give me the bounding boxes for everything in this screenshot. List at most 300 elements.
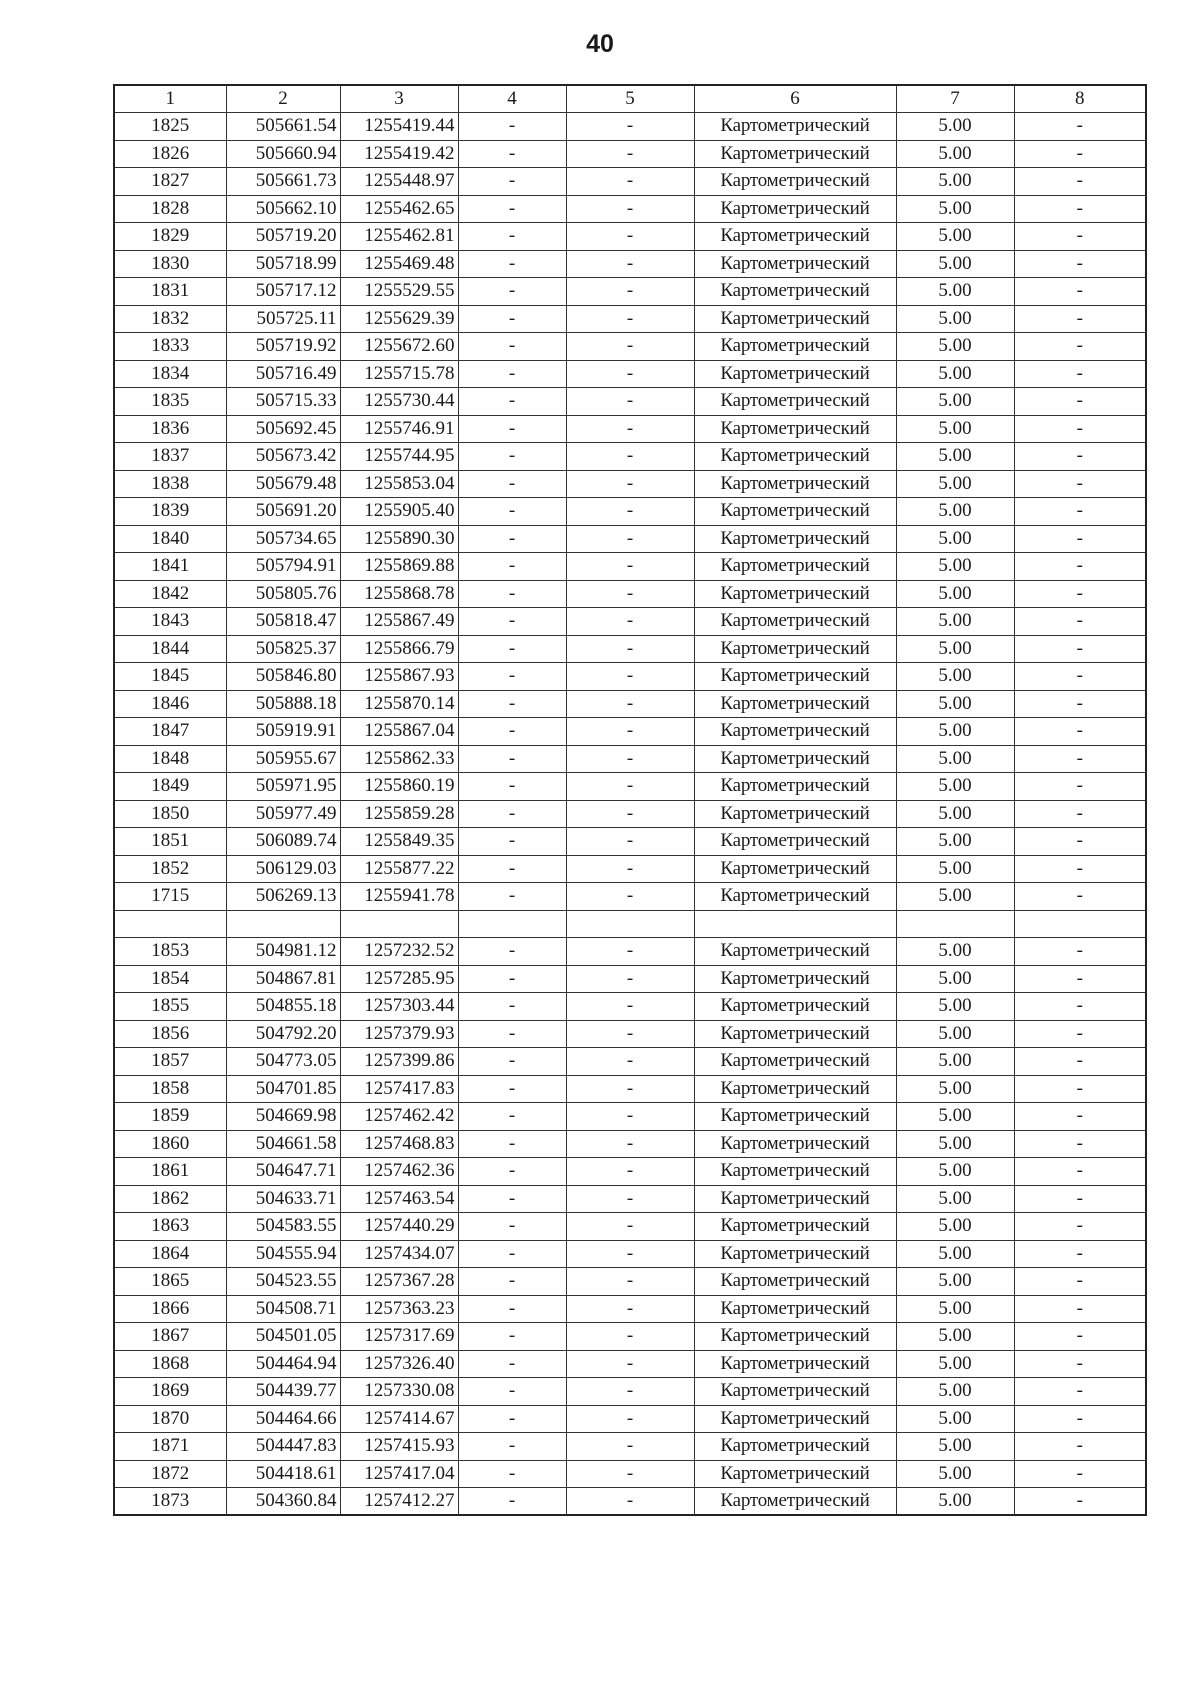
column-header-4: 4	[458, 85, 566, 113]
column-8-cell: -	[1014, 113, 1146, 141]
column-8-cell: -	[1014, 1268, 1146, 1296]
column-5-cell: -	[566, 773, 694, 801]
column-5-cell: -	[566, 1378, 694, 1406]
column-4-cell: -	[458, 718, 566, 746]
accuracy-cell: 5.00	[896, 690, 1014, 718]
accuracy-cell: 5.00	[896, 608, 1014, 636]
column-5-cell: -	[566, 333, 694, 361]
method-cell: Картометрический	[694, 1405, 896, 1433]
x-coordinate-cell: 504447.83	[226, 1433, 340, 1461]
y-coordinate-cell: 1255905.40	[340, 498, 458, 526]
column-header-8: 8	[1014, 85, 1146, 113]
method-cell: Картометрический	[694, 1158, 896, 1186]
column-5-cell: -	[566, 1433, 694, 1461]
point-number-cell: 1861	[114, 1158, 226, 1186]
column-8-cell: -	[1014, 443, 1146, 471]
column-5-cell: -	[566, 1323, 694, 1351]
accuracy-cell: 5.00	[896, 883, 1014, 911]
x-coordinate-cell: 505818.47	[226, 608, 340, 636]
column-8-cell: -	[1014, 195, 1146, 223]
column-4-cell: -	[458, 1213, 566, 1241]
column-8-cell: -	[1014, 168, 1146, 196]
column-header-6: 6	[694, 85, 896, 113]
accuracy-cell: 5.00	[896, 305, 1014, 333]
x-coordinate-cell: 504464.66	[226, 1405, 340, 1433]
method-cell: Картометрический	[694, 1048, 896, 1076]
method-cell: Картометрический	[694, 1185, 896, 1213]
method-cell: Картометрический	[694, 1378, 896, 1406]
accuracy-cell: 5.00	[896, 278, 1014, 306]
point-number-cell: 1841	[114, 553, 226, 581]
x-coordinate-cell: 505718.99	[226, 250, 340, 278]
column-5-cell: -	[566, 1488, 694, 1516]
column-8-cell: -	[1014, 1488, 1146, 1516]
y-coordinate-cell: 1255867.93	[340, 663, 458, 691]
point-number-cell: 1832	[114, 305, 226, 333]
column-4-cell: -	[458, 305, 566, 333]
x-coordinate-cell: 504439.77	[226, 1378, 340, 1406]
x-coordinate-cell: 504633.71	[226, 1185, 340, 1213]
point-number-cell: 1856	[114, 1020, 226, 1048]
y-coordinate-cell: 1255419.42	[340, 140, 458, 168]
column-header-7: 7	[896, 85, 1014, 113]
column-4-cell: -	[458, 1075, 566, 1103]
point-number-cell: 1857	[114, 1048, 226, 1076]
column-8-cell: -	[1014, 525, 1146, 553]
accuracy-cell: 5.00	[896, 388, 1014, 416]
method-cell: Картометрический	[694, 333, 896, 361]
method-cell: Картометрический	[694, 1433, 896, 1461]
column-8-cell: -	[1014, 1460, 1146, 1488]
point-number-cell: 1842	[114, 580, 226, 608]
method-cell: Картометрический	[694, 1075, 896, 1103]
point-number-cell: 1855	[114, 993, 226, 1021]
column-8-cell: -	[1014, 1433, 1146, 1461]
column-8-cell: -	[1014, 938, 1146, 966]
x-coordinate-cell: 504669.98	[226, 1103, 340, 1131]
column-5-cell: -	[566, 828, 694, 856]
table-row	[114, 1295, 1146, 1323]
column-4-cell: -	[458, 223, 566, 251]
column-8-cell: -	[1014, 1103, 1146, 1131]
method-cell: Картометрический	[694, 1460, 896, 1488]
y-coordinate-cell: 1257414.67	[340, 1405, 458, 1433]
accuracy-cell: 5.00	[896, 250, 1014, 278]
y-coordinate-cell: 1257399.86	[340, 1048, 458, 1076]
x-coordinate-cell: 505825.37	[226, 635, 340, 663]
method-cell	[694, 910, 896, 938]
y-coordinate-cell: 1255672.60	[340, 333, 458, 361]
y-coordinate-cell: 1255448.97	[340, 168, 458, 196]
column-8-cell: -	[1014, 883, 1146, 911]
column-5-cell: -	[566, 195, 694, 223]
y-coordinate-cell: 1255744.95	[340, 443, 458, 471]
column-8-cell: -	[1014, 745, 1146, 773]
column-4-cell: -	[458, 1268, 566, 1296]
column-4-cell: -	[458, 580, 566, 608]
y-coordinate-cell: 1257317.69	[340, 1323, 458, 1351]
accuracy-cell: 5.00	[896, 938, 1014, 966]
point-number-cell: 1864	[114, 1240, 226, 1268]
x-coordinate-cell: 505888.18	[226, 690, 340, 718]
column-4-cell: -	[458, 250, 566, 278]
accuracy-cell: 5.00	[896, 965, 1014, 993]
table-row	[114, 278, 1146, 306]
y-coordinate-cell: 1257285.95	[340, 965, 458, 993]
point-number-cell: 1844	[114, 635, 226, 663]
method-cell: Картометрический	[694, 443, 896, 471]
table-header-row	[114, 85, 1146, 113]
table-row	[114, 1240, 1146, 1268]
point-number-cell: 1867	[114, 1323, 226, 1351]
y-coordinate-cell: 1257326.40	[340, 1350, 458, 1378]
x-coordinate-cell: 505719.92	[226, 333, 340, 361]
column-5-cell: -	[566, 525, 694, 553]
point-number-cell: 1854	[114, 965, 226, 993]
column-4-cell: -	[458, 1158, 566, 1186]
column-5-cell: -	[566, 1158, 694, 1186]
accuracy-cell: 5.00	[896, 1158, 1014, 1186]
point-number-cell: 1851	[114, 828, 226, 856]
y-coordinate-cell: 1255870.14	[340, 690, 458, 718]
column-5-cell: -	[566, 223, 694, 251]
y-coordinate-cell: 1255746.91	[340, 415, 458, 443]
y-coordinate-cell: 1257412.27	[340, 1488, 458, 1516]
column-8-cell: -	[1014, 800, 1146, 828]
x-coordinate-cell: 505734.65	[226, 525, 340, 553]
x-coordinate-cell: 504867.81	[226, 965, 340, 993]
column-4-cell: -	[458, 773, 566, 801]
column-4-cell: -	[458, 1295, 566, 1323]
x-coordinate-cell: 505662.10	[226, 195, 340, 223]
point-number-cell: 1831	[114, 278, 226, 306]
accuracy-cell: 5.00	[896, 1075, 1014, 1103]
x-coordinate-cell: 505719.20	[226, 223, 340, 251]
column-4-cell: -	[458, 1240, 566, 1268]
accuracy-cell: 5.00	[896, 1405, 1014, 1433]
column-5-cell: -	[566, 1103, 694, 1131]
column-4-cell: -	[458, 883, 566, 911]
table-row	[114, 663, 1146, 691]
point-number-cell: 1843	[114, 608, 226, 636]
accuracy-cell: 5.00	[896, 333, 1014, 361]
column-8-cell: -	[1014, 635, 1146, 663]
column-5-cell: -	[566, 1405, 694, 1433]
x-coordinate-cell: 505971.95	[226, 773, 340, 801]
column-4-cell: -	[458, 498, 566, 526]
table-row	[114, 1020, 1146, 1048]
point-number-cell: 1840	[114, 525, 226, 553]
column-5-cell: -	[566, 553, 694, 581]
column-4-cell: -	[458, 993, 566, 1021]
table-row	[114, 965, 1146, 993]
point-number-cell: 1870	[114, 1405, 226, 1433]
column-8-cell: -	[1014, 580, 1146, 608]
table-row	[114, 1323, 1146, 1351]
column-5-cell: -	[566, 745, 694, 773]
table-row	[114, 333, 1146, 361]
y-coordinate-cell: 1257434.07	[340, 1240, 458, 1268]
method-cell: Картометрический	[694, 1213, 896, 1241]
x-coordinate-cell: 504501.05	[226, 1323, 340, 1351]
table-row	[114, 745, 1146, 773]
column-8-cell: -	[1014, 1130, 1146, 1158]
page-number: 40	[586, 30, 614, 58]
accuracy-cell: 5.00	[896, 1378, 1014, 1406]
method-cell: Картометрический	[694, 608, 896, 636]
column-5-cell: -	[566, 415, 694, 443]
y-coordinate-cell: 1257468.83	[340, 1130, 458, 1158]
x-coordinate-cell: 504583.55	[226, 1213, 340, 1241]
accuracy-cell: 5.00	[896, 1433, 1014, 1461]
y-coordinate-cell: 1255469.48	[340, 250, 458, 278]
point-number-cell: 1828	[114, 195, 226, 223]
y-coordinate-cell: 1255868.78	[340, 580, 458, 608]
method-cell: Картометрический	[694, 168, 896, 196]
x-coordinate-cell: 506129.03	[226, 855, 340, 883]
method-cell: Картометрический	[694, 993, 896, 1021]
x-coordinate-cell: 505715.33	[226, 388, 340, 416]
column-5-cell: -	[566, 443, 694, 471]
table-row	[114, 470, 1146, 498]
y-coordinate-cell: 1257330.08	[340, 1378, 458, 1406]
table-row	[114, 1213, 1146, 1241]
x-coordinate-cell: 504555.94	[226, 1240, 340, 1268]
column-header-3: 3	[340, 85, 458, 113]
column-4-cell: -	[458, 800, 566, 828]
method-cell: Картометрический	[694, 773, 896, 801]
accuracy-cell: 5.00	[896, 553, 1014, 581]
accuracy-cell: 5.00	[896, 635, 1014, 663]
column-5-cell: -	[566, 388, 694, 416]
x-coordinate-cell: 504773.05	[226, 1048, 340, 1076]
column-4-cell: -	[458, 333, 566, 361]
column-5-cell: -	[566, 718, 694, 746]
table-row	[114, 1405, 1146, 1433]
column-5-cell: -	[566, 635, 694, 663]
column-5-cell: -	[566, 1130, 694, 1158]
column-5-cell: -	[566, 1240, 694, 1268]
accuracy-cell: 5.00	[896, 140, 1014, 168]
x-coordinate-cell: 505977.49	[226, 800, 340, 828]
method-cell: Картометрический	[694, 140, 896, 168]
column-4-cell: -	[458, 828, 566, 856]
table-row	[114, 360, 1146, 388]
point-number-cell: 1868	[114, 1350, 226, 1378]
column-4-cell: -	[458, 443, 566, 471]
accuracy-cell: 5.00	[896, 168, 1014, 196]
y-coordinate-cell: 1255462.65	[340, 195, 458, 223]
y-coordinate-cell: 1255730.44	[340, 388, 458, 416]
y-coordinate-cell: 1255877.22	[340, 855, 458, 883]
y-coordinate-cell: 1257415.93	[340, 1433, 458, 1461]
x-coordinate-cell: 505955.67	[226, 745, 340, 773]
accuracy-cell: 5.00	[896, 1213, 1014, 1241]
x-coordinate-cell: 504523.55	[226, 1268, 340, 1296]
method-cell: Картометрический	[694, 278, 896, 306]
accuracy-cell: 5.00	[896, 580, 1014, 608]
column-header-5: 5	[566, 85, 694, 113]
column-5-cell: -	[566, 1213, 694, 1241]
column-5-cell: -	[566, 1048, 694, 1076]
point-number-cell: 1836	[114, 415, 226, 443]
accuracy-cell: 5.00	[896, 1323, 1014, 1351]
column-8-cell: -	[1014, 608, 1146, 636]
accuracy-cell: 5.00	[896, 1460, 1014, 1488]
column-5-cell: -	[566, 278, 694, 306]
column-5-cell: -	[566, 938, 694, 966]
column-5-cell: -	[566, 855, 694, 883]
table-row	[114, 113, 1146, 141]
table-row	[114, 1378, 1146, 1406]
column-8-cell: -	[1014, 305, 1146, 333]
accuracy-cell: 5.00	[896, 773, 1014, 801]
column-8-cell: -	[1014, 333, 1146, 361]
accuracy-cell: 5.00	[896, 360, 1014, 388]
y-coordinate-cell: 1257417.83	[340, 1075, 458, 1103]
column-4-cell: -	[458, 855, 566, 883]
table-row	[114, 1488, 1146, 1516]
table-row	[114, 883, 1146, 911]
y-coordinate-cell: 1255866.79	[340, 635, 458, 663]
column-8-cell: -	[1014, 718, 1146, 746]
column-8-cell: -	[1014, 1213, 1146, 1241]
x-coordinate-cell: 505692.45	[226, 415, 340, 443]
column-5-cell: -	[566, 498, 694, 526]
y-coordinate-cell: 1257367.28	[340, 1268, 458, 1296]
coordinates-table	[113, 84, 1147, 1516]
column-8-cell: -	[1014, 360, 1146, 388]
column-8-cell: -	[1014, 1075, 1146, 1103]
accuracy-cell: 5.00	[896, 1048, 1014, 1076]
accuracy-cell: 5.00	[896, 1488, 1014, 1516]
table-row	[114, 608, 1146, 636]
point-number-cell: 1859	[114, 1103, 226, 1131]
method-cell: Картометрический	[694, 250, 896, 278]
x-coordinate-cell: 505919.91	[226, 718, 340, 746]
column-8-cell: -	[1014, 855, 1146, 883]
table-row	[114, 1048, 1146, 1076]
accuracy-cell: 5.00	[896, 525, 1014, 553]
column-4-cell: -	[458, 690, 566, 718]
column-4-cell: -	[458, 360, 566, 388]
table-row	[114, 250, 1146, 278]
column-4-cell: -	[458, 470, 566, 498]
method-cell: Картометрический	[694, 470, 896, 498]
y-coordinate-cell: 1255462.81	[340, 223, 458, 251]
column-4-cell: -	[458, 388, 566, 416]
column-4-cell: -	[458, 1020, 566, 1048]
column-4-cell: -	[458, 1048, 566, 1076]
x-coordinate-cell: 505661.54	[226, 113, 340, 141]
x-coordinate-cell: 506089.74	[226, 828, 340, 856]
column-5-cell: -	[566, 113, 694, 141]
point-number-cell: 1838	[114, 470, 226, 498]
point-number-cell: 1846	[114, 690, 226, 718]
point-number-cell: 1872	[114, 1460, 226, 1488]
accuracy-cell: 5.00	[896, 1020, 1014, 1048]
column-8-cell	[1014, 910, 1146, 938]
x-coordinate-cell: 505725.11	[226, 305, 340, 333]
method-cell: Картометрический	[694, 883, 896, 911]
table-row	[114, 580, 1146, 608]
accuracy-cell: 5.00	[896, 828, 1014, 856]
y-coordinate-cell: 1255862.33	[340, 745, 458, 773]
column-4-cell: -	[458, 278, 566, 306]
column-5-cell: -	[566, 690, 694, 718]
point-number-cell: 1834	[114, 360, 226, 388]
method-cell: Картометрический	[694, 965, 896, 993]
point-number-cell: 1871	[114, 1433, 226, 1461]
column-8-cell: -	[1014, 663, 1146, 691]
y-coordinate-cell: 1257379.93	[340, 1020, 458, 1048]
accuracy-cell: 5.00	[896, 443, 1014, 471]
column-header-2: 2	[226, 85, 340, 113]
x-coordinate-cell: 505805.76	[226, 580, 340, 608]
column-4-cell: -	[458, 1130, 566, 1158]
column-5-cell: -	[566, 470, 694, 498]
method-cell: Картометрический	[694, 553, 896, 581]
column-5-cell: -	[566, 1295, 694, 1323]
x-coordinate-cell: 504647.71	[226, 1158, 340, 1186]
y-coordinate-cell: 1255867.04	[340, 718, 458, 746]
y-coordinate-cell: 1257363.23	[340, 1295, 458, 1323]
x-coordinate-cell: 506269.13	[226, 883, 340, 911]
x-coordinate-cell: 505717.12	[226, 278, 340, 306]
table-row	[114, 1185, 1146, 1213]
y-coordinate-cell: 1255849.35	[340, 828, 458, 856]
x-coordinate-cell: 504661.58	[226, 1130, 340, 1158]
method-cell: Картометрический	[694, 415, 896, 443]
y-coordinate-cell: 1255867.49	[340, 608, 458, 636]
column-5-cell: -	[566, 1268, 694, 1296]
point-number-cell: 1873	[114, 1488, 226, 1516]
column-5-cell: -	[566, 140, 694, 168]
method-cell: Картометрический	[694, 498, 896, 526]
x-coordinate-cell: 505660.94	[226, 140, 340, 168]
method-cell: Картометрический	[694, 1323, 896, 1351]
method-cell: Картометрический	[694, 800, 896, 828]
table-row	[114, 415, 1146, 443]
x-coordinate-cell	[226, 910, 340, 938]
accuracy-cell: 5.00	[896, 1103, 1014, 1131]
column-8-cell: -	[1014, 828, 1146, 856]
table-row	[114, 388, 1146, 416]
column-4-cell: -	[458, 1433, 566, 1461]
column-8-cell: -	[1014, 140, 1146, 168]
point-number-cell: 1825	[114, 113, 226, 141]
x-coordinate-cell: 505794.91	[226, 553, 340, 581]
point-number-cell: 1853	[114, 938, 226, 966]
table-row	[114, 140, 1146, 168]
column-8-cell: -	[1014, 993, 1146, 1021]
table-row	[114, 1130, 1146, 1158]
column-8-cell: -	[1014, 1185, 1146, 1213]
y-coordinate-cell: 1255715.78	[340, 360, 458, 388]
y-coordinate-cell: 1255529.55	[340, 278, 458, 306]
column-4-cell: -	[458, 1460, 566, 1488]
accuracy-cell: 5.00	[896, 855, 1014, 883]
y-coordinate-cell: 1257232.52	[340, 938, 458, 966]
accuracy-cell: 5.00	[896, 415, 1014, 443]
table-row	[114, 1075, 1146, 1103]
column-8-cell: -	[1014, 1405, 1146, 1433]
x-coordinate-cell: 505691.20	[226, 498, 340, 526]
y-coordinate-cell: 1257462.42	[340, 1103, 458, 1131]
table-row	[114, 305, 1146, 333]
method-cell: Картометрический	[694, 360, 896, 388]
method-cell: Картометрический	[694, 1020, 896, 1048]
